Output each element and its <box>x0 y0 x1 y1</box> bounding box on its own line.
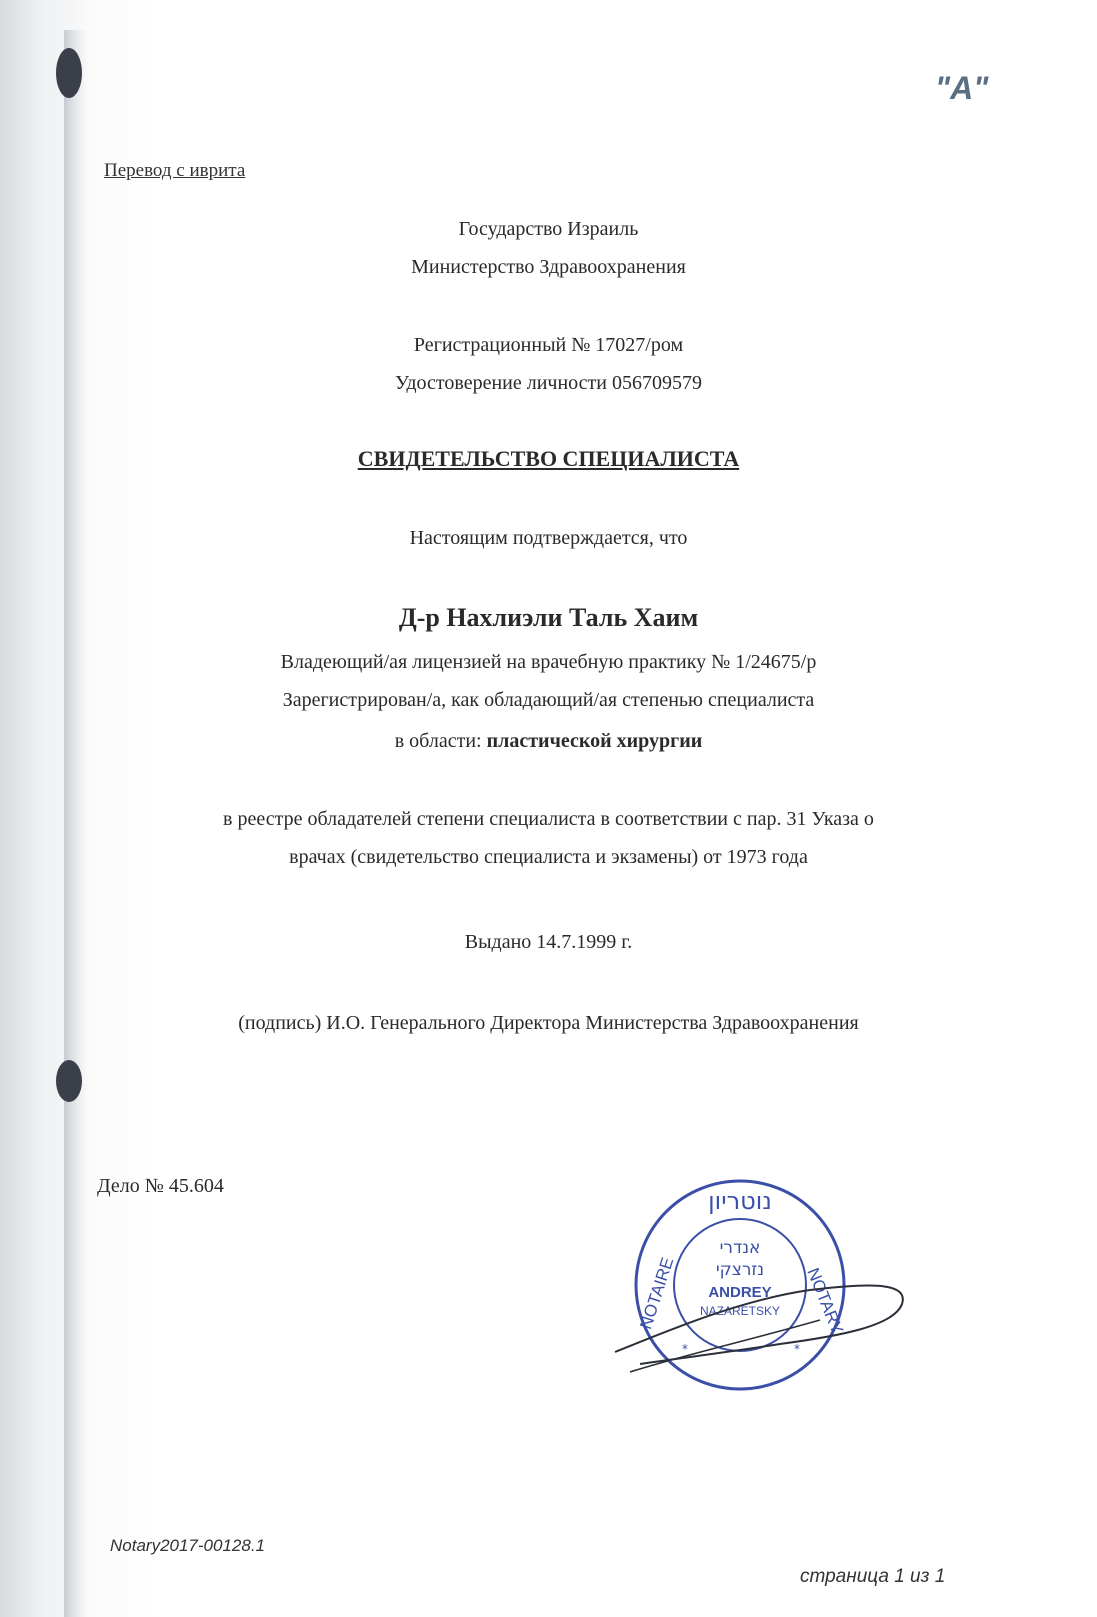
registration-number: Регистрационный № 17027/ром <box>413 334 684 356</box>
punch-hole-middle <box>56 1060 82 1102</box>
notary-signature <box>610 1260 940 1390</box>
signature-stroke <box>615 1285 903 1364</box>
stamp-ring-left: NOTAIRE <box>636 1255 678 1332</box>
ministry-name: Министерство Здравоохранения <box>411 256 686 278</box>
signature-stroke <box>630 1320 820 1372</box>
specialty-value: пластической хирургии <box>486 730 703 752</box>
signature-line: (подпись) И.О. Генерального Директора Министерства Здравоохранения <box>238 1012 859 1034</box>
page-indicator: страница 1 из 1 <box>800 1566 946 1587</box>
specialty-prefix: в области: <box>394 730 487 752</box>
star-icon: * <box>682 1342 688 1356</box>
issue-date: Выдано 14.7.1999 г. <box>464 931 633 953</box>
state-name: Государство Израиль <box>458 218 639 240</box>
notary-reference: Notary2017-00128.1 <box>110 1536 266 1555</box>
license-line: Владеющий/ая лицензией на врачебную практику № 1/24675/р <box>280 651 817 673</box>
stamp-name-hebrew-2: נזרצקי <box>715 1260 765 1280</box>
stamp-name-latin-2: NAZARETSKY <box>699 1304 781 1318</box>
holder-name: Д-р Нахлиэли Таль Хаим <box>398 603 699 632</box>
stamp-ring-hebrew: נוטריון <box>708 1187 772 1215</box>
certificate-title: СВИДЕТЕЛЬСТВО СПЕЦИАЛИСТА <box>357 446 740 471</box>
punch-hole-top <box>56 48 82 98</box>
stamp-name-latin-1: ANDREY <box>708 1284 772 1301</box>
registry-line-1: в реестре обладателей степени специалиста в соответствии с пар. 31 Указа о <box>223 808 874 830</box>
registry-line-2: врачах (свидетельство специалиста и экзамены) от 1973 года <box>289 846 808 868</box>
confirmation-line: Настоящим подтверждается, что <box>409 527 688 549</box>
stamp-ring-right: NOTARY <box>803 1265 847 1337</box>
case-number: Дело № 45.604 <box>97 1175 224 1197</box>
translation-note: Перевод с иврита <box>104 160 246 181</box>
identity-line: Удостоверение личности 056709579 <box>394 372 702 394</box>
stamp-name-hebrew-1: אנדרי <box>719 1238 761 1258</box>
star-icon: * <box>794 1342 800 1356</box>
registered-line: Зарегистрирован/а, как обладающий/ая степенью специалиста <box>282 689 815 711</box>
specialty-line <box>0 730 1097 753</box>
corner-mark: "А" <box>935 70 989 106</box>
